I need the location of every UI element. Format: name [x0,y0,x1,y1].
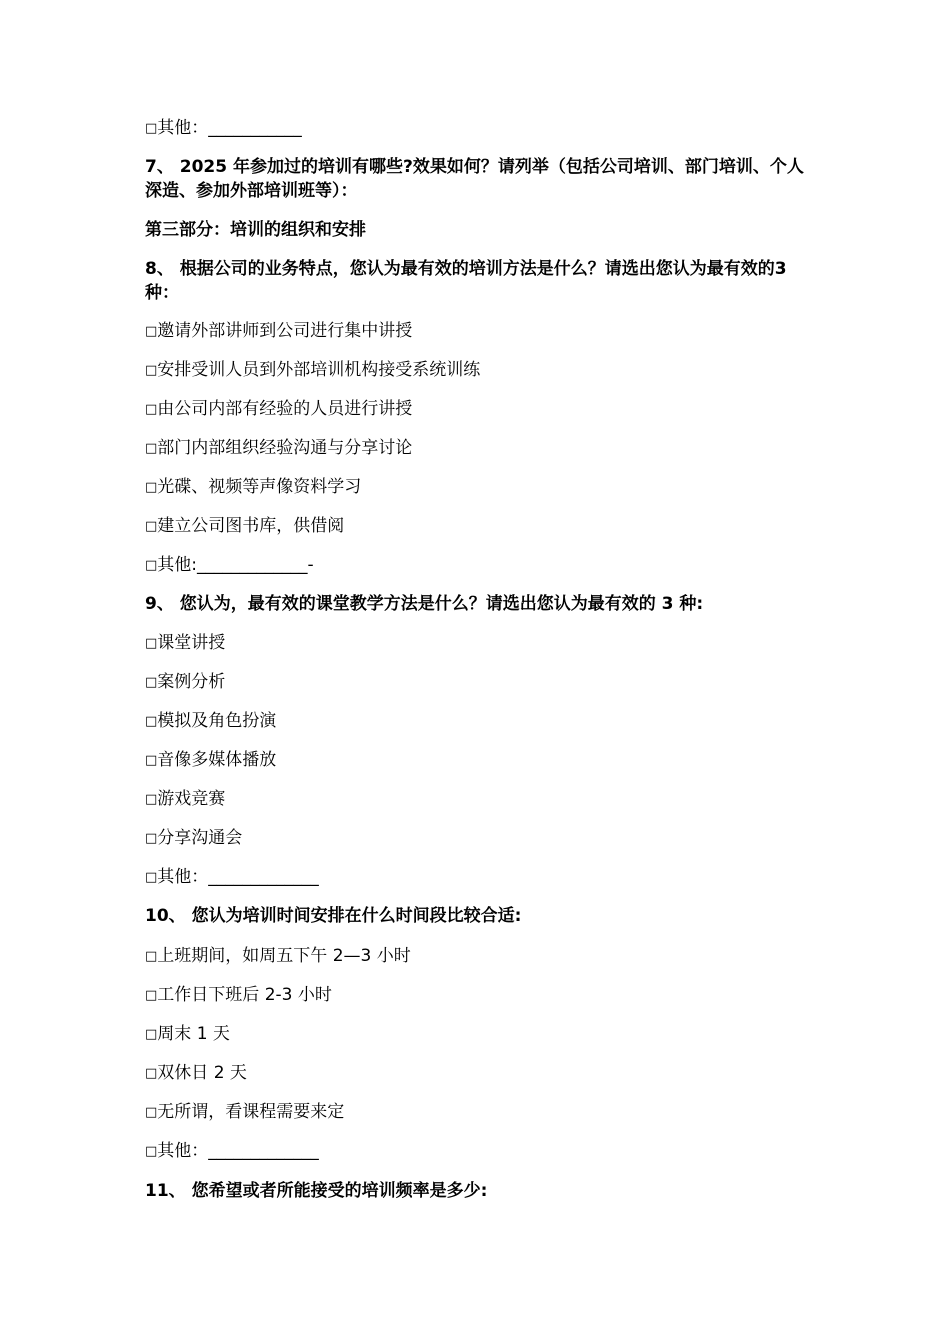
question-8: 8、 根据公司的业务特点，您认为最有效的培训方法是什么？请选出您认为最有效的3 种： [145,259,787,303]
question-10: 10、 您认为培训时间安排在什么时间段比较合适: [145,906,522,926]
checkbox-icon: □ [145,949,158,964]
question-11: 11、 您希望或者所能接受的培训频率是多少: [145,1181,488,1201]
checkbox-icon: □ [145,441,158,456]
checkbox-icon: □ [145,121,158,136]
option-item: □课堂讲授 [145,633,226,653]
question-9: 9、 您认为，最有效的课堂教学方法是什么？请选出您认为最有效的 3 种: [145,594,704,614]
checkbox-icon: □ [145,402,158,417]
option-item: □邀请外部讲师到公司进行集中讲授 [145,321,413,341]
checkbox-icon: □ [145,1105,158,1120]
section-title: 第三部分：培训的组织和安排 [145,220,366,240]
checkbox-icon: □ [145,753,158,768]
checkbox-icon: □ [145,324,158,339]
option-item: □上班期间，如周五下午 2—3 小时 [145,946,411,966]
option-item: □安排受训人员到外部培训机构接受系统训练 [145,360,481,380]
checkbox-icon: □ [145,363,158,378]
option-item: □音像多媒体播放 [145,750,277,770]
option-item: □部门内部组织经验沟通与分享讨论 [145,438,413,458]
checkbox-icon: □ [145,1144,158,1159]
checkbox-icon: □ [145,1066,158,1081]
checkbox-icon: □ [145,519,158,534]
option-item: □建立公司图书库，供借阅 [145,516,345,536]
option-item: □分享沟通会 [145,828,243,848]
option-item: □周末 1 天 [145,1024,230,1044]
option-item: □游戏竞赛 [145,789,226,809]
option-item: □案例分析 [145,672,226,692]
option-item: □由公司内部有经验的人员进行讲授 [145,399,413,419]
checkbox-icon: □ [145,1027,158,1042]
option-other: □其他：_____________ [145,867,319,887]
option-item: □模拟及角色扮演 [145,711,277,731]
option-item: □双休日 2 天 [145,1063,247,1083]
checkbox-icon: □ [145,558,158,573]
checkbox-icon: □ [145,714,158,729]
option-item: □无所谓，看课程需要来定 [145,1102,345,1122]
checkbox-icon: □ [145,792,158,807]
checkbox-icon: □ [145,870,158,885]
checkbox-icon: □ [145,675,158,690]
checkbox-icon: □ [145,831,158,846]
option-item: □光碟、视频等声像资料学习 [145,477,362,497]
option-other: □其他：_____________ [145,1141,319,1161]
option-other: □其他：___________ [145,118,302,138]
checkbox-icon: □ [145,480,158,495]
checkbox-icon: □ [145,636,158,651]
question-7: 7、 2025 年参加过的培训有哪些?效果如何？请列举（包括公司培训、部门培训、个人深造、参加外部培训班等）： [145,157,804,201]
option-item: □工作日下班后 2-3 小时 [145,985,332,1005]
option-other: □其他:_____________- [145,555,314,575]
checkbox-icon: □ [145,988,158,1003]
